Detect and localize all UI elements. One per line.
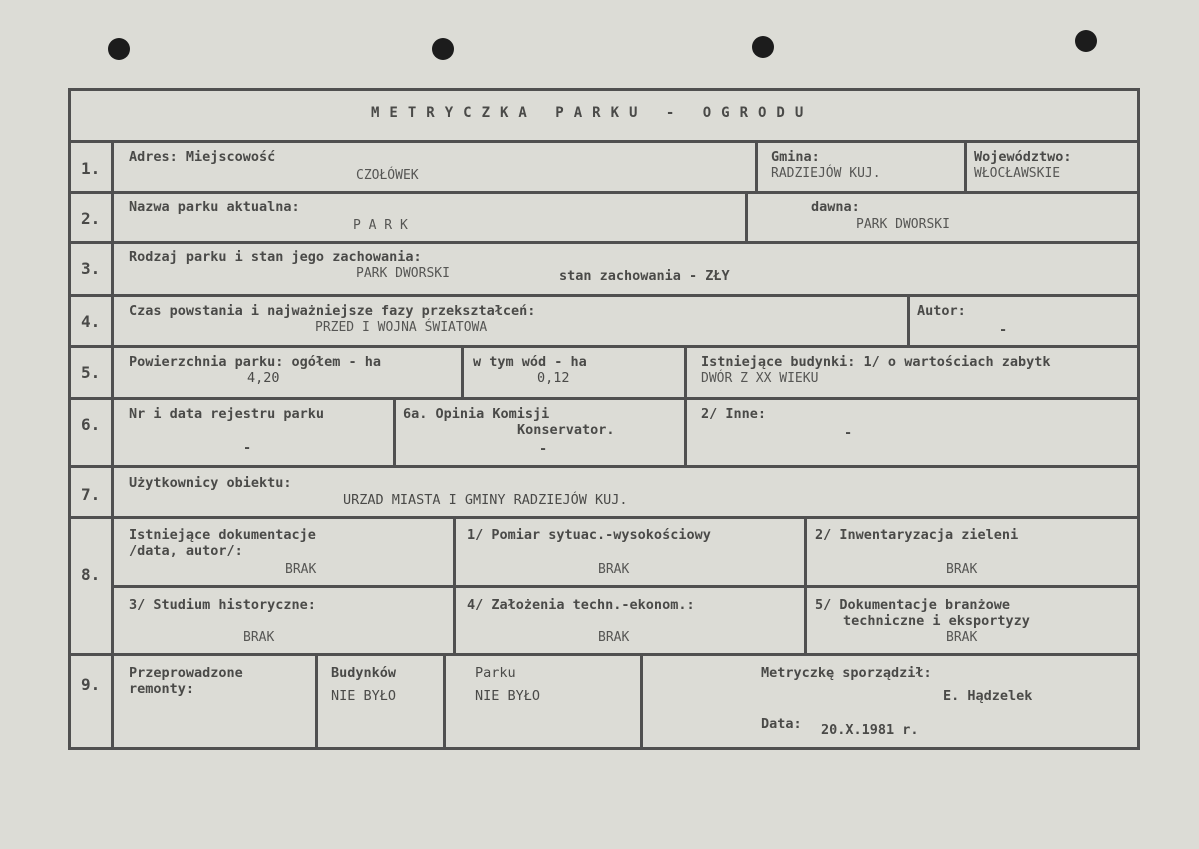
dokumentacje-label-1: Istniejące dokumentacje <box>129 527 316 543</box>
nazwa-label: Nazwa parku aktualna: <box>129 199 300 215</box>
row-number-7: 7. <box>81 485 101 504</box>
powierzchnia-label: Powierzchnia parku: ogółem - ha <box>129 354 381 370</box>
adres-label: Adres: Miejscowość <box>129 149 276 165</box>
punch-hole-2 <box>432 38 454 60</box>
stan-zachowania: stan zachowania - ZŁY <box>559 268 730 284</box>
sporzadzil-value: E. Hądzelek <box>943 688 1033 704</box>
dawna-label: dawna: <box>811 199 860 215</box>
studium-value: BRAK <box>243 630 275 645</box>
data-label: Data: <box>761 716 802 732</box>
remonty-label-1: Przeprowadzone <box>129 665 243 681</box>
rodzaj-label: Rodzaj parku i stan jego zachowania: <box>129 249 422 265</box>
branzowe-label-2: techniczne i eksportyzy <box>843 613 1030 629</box>
branzowe-label-1: 5/ Dokumentacje branżowe <box>815 597 1011 613</box>
inne-value: - <box>844 425 853 441</box>
data-value: 20.X.1981 r. <box>821 722 919 738</box>
opinia-label-1: 6a. Opinia Komisji <box>403 406 550 422</box>
pomiar-value: BRAK <box>598 562 630 577</box>
dawna-value: PARK DWORSKI <box>856 217 950 232</box>
rejestr-label: Nr i data rejestru parku <box>129 406 325 422</box>
opinia-value: - <box>539 441 548 457</box>
parku-label: Parku <box>475 665 516 681</box>
czas-label: Czas powstania i najważniejsze fazy przekształceń: <box>129 303 536 319</box>
dokumentacje-label-2: /data, autor/: <box>129 543 243 559</box>
wojewodztwo-label: Województwo: <box>974 149 1072 165</box>
opinia-label-2: Konservator. <box>517 422 615 438</box>
wod-value: 0,12 <box>537 370 570 386</box>
sporzadzil-label: Metryczkę sporządził: <box>761 665 932 681</box>
budynkow-label: Budynków <box>331 665 397 681</box>
parku-value: NIE BYŁO <box>475 688 541 704</box>
uzytkownicy-value: URZAD MIASTA I GMINY RADZIEJÓW KUJ. <box>343 492 628 508</box>
pomiar-label: 1/ Pomiar sytuac.-wysokościowy <box>467 527 711 543</box>
budynki-value: DWÓR Z XX WIEKU <box>701 371 819 386</box>
row-number-4: 4. <box>81 312 101 331</box>
inwentaryzacja-value: BRAK <box>946 562 978 577</box>
punch-hole-1 <box>108 38 130 60</box>
branzowe-value: BRAK <box>946 630 978 645</box>
row-number-8: 8. <box>81 565 101 584</box>
row-number-2: 2. <box>81 209 101 228</box>
nazwa-value: P A R K <box>353 218 408 233</box>
uzytkownicy-label: Użytkownicy obiektu: <box>129 475 292 491</box>
czas-value: PRZED I WOJNA ŚWIATOWA <box>315 320 488 335</box>
metryczka-card <box>68 88 1140 750</box>
budynkow-value: NIE BYŁO <box>331 688 397 704</box>
inne-label: 2/ Inne: <box>701 406 767 422</box>
punch-hole-4 <box>1075 30 1097 52</box>
gmina-value: RADZIEJÓW KUJ. <box>771 166 881 181</box>
adres-value: CZOŁÓWEK <box>356 168 419 183</box>
budynki-label: Istniejące budynki: 1/ o wartościach zabytk <box>701 354 1051 370</box>
autor-label: Autor: <box>917 303 966 319</box>
gmina-label: Gmina: <box>771 149 820 165</box>
row-number-3: 3. <box>81 259 101 278</box>
studium-label: 3/ Studium historyczne: <box>129 597 316 613</box>
row-number-1: 1. <box>81 159 101 178</box>
zalozenia-value: BRAK <box>598 630 630 645</box>
powierzchnia-value: 4,20 <box>247 370 280 386</box>
row-number-6: 6. <box>81 415 101 434</box>
zalozenia-label: 4/ Założenia techn.-ekonom.: <box>467 597 695 613</box>
wojewodztwo-value: WŁOCŁAWSKIE <box>974 166 1061 181</box>
remonty-label-2: remonty: <box>129 681 195 697</box>
row-number-5: 5. <box>81 363 101 382</box>
row-number-9: 9. <box>81 675 101 694</box>
inwentaryzacja-label: 2/ Inwentaryzacja zieleni <box>815 527 1019 543</box>
punch-hole-3 <box>752 36 774 58</box>
autor-value: - <box>999 322 1008 338</box>
card-title: METRYCZKA PARKU - OGRODU <box>371 105 814 121</box>
wod-label: w tym wód - ha <box>473 354 587 370</box>
dokumentacje-value: BRAK <box>285 562 317 577</box>
rodzaj-value: PARK DWORSKI <box>356 266 450 281</box>
rejestr-value: - <box>243 440 252 456</box>
